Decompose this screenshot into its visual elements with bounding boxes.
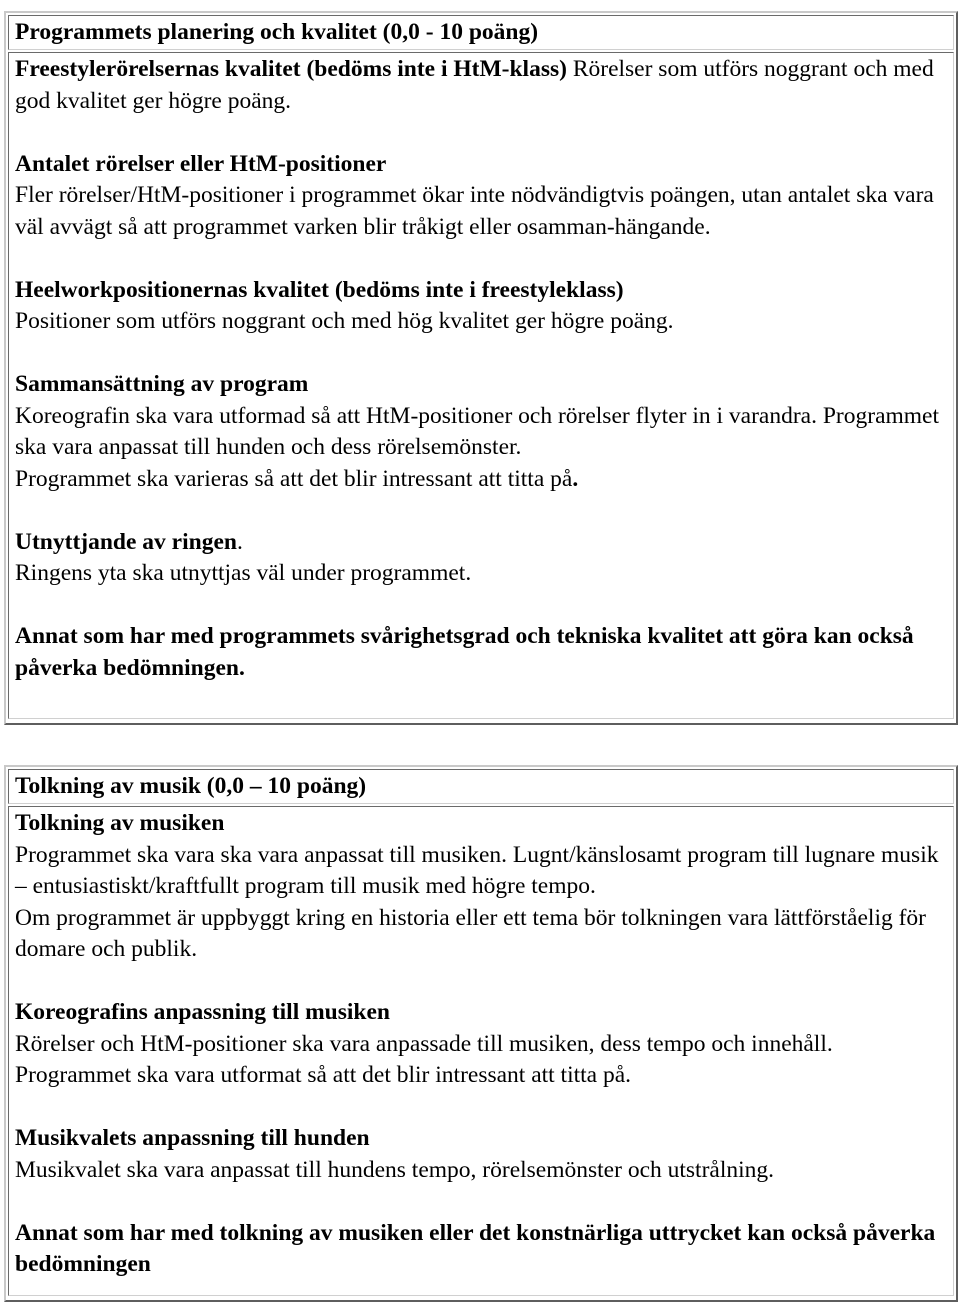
freestyle-quality-paragraph	[15, 54, 947, 117]
music-interpretation-body	[8, 806, 954, 1296]
planning-quality-body	[8, 52, 954, 719]
interpretation-text-2: Om programmet är uppbyggt kring en historia eller ett tema bör tolkningen vara lättförståelig för domare och publik.	[15, 904, 927, 962]
music-choice-paragraph	[15, 1123, 947, 1186]
count-paragraph	[15, 149, 947, 244]
choreography-paragraph	[15, 997, 947, 1092]
composition-text-2: Programmet ska varieras så att det blir intressant att titta på	[15, 465, 573, 492]
ring-paragraph	[15, 527, 947, 590]
music-choice-title: Musikvalets anpassning till hunden	[15, 1125, 370, 1151]
choreography-title: Koreografins anpassning till musiken	[15, 999, 390, 1025]
heelwork-text: Positioner som utförs noggrant och med hög kvalitet ger högre poäng.	[15, 308, 674, 334]
count-text: Fler rörelser/HtM-positioner i programmet ökar inte nödvändigtvis poängen, utan antalet ska vara väl avvägt så att programmet varken blir tråkigt eller osamman-hängande.	[15, 182, 934, 240]
heelwork-paragraph	[15, 275, 947, 338]
heelwork-title: Heelworkpositionernas kvalitet (bedöms inte i freestyleklass)	[15, 276, 624, 303]
interpretation-text-1: Programmet ska vara ska vara anpassat till musiken. Lugnt/känslosamt program till lugnare musik – entusiastiskt/kraftfullt program till musik med högre tempo.	[15, 841, 939, 899]
count-title: Antalet rörelser eller HtM-positioner	[15, 150, 387, 177]
planning-quality-header: Programmets planering och kvalitet (0,0 - 10 poäng)	[8, 15, 954, 50]
choreography-text: Rörelser och HtM-positioner ska vara anpassade till musiken, dess tempo och innehåll. Programmet ska vara utformat så att det blir intressant att titta på.	[15, 1030, 833, 1088]
planning-quality-table	[4, 11, 958, 725]
music-choice-text: Musikvalet ska vara anpassat till hundens tempo, rörelsemönster och utstrålning.	[15, 1156, 775, 1183]
composition-title: Sammansättning av program	[15, 371, 309, 397]
interpretation-paragraph	[15, 808, 947, 966]
ring-title-end: .	[236, 528, 243, 555]
freestyle-quality-text: Rörelser som utförs noggrant och med god kvalitet ger högre poäng.	[15, 56, 934, 114]
freestyle-quality-title: Freestylerörelsernas kvalitet (bedöms inte i HtM-klass)	[15, 56, 567, 82]
music-interpretation-table	[4, 765, 958, 1302]
music-interpretation-header: Tolkning av musik (0,0 – 10 poäng)	[8, 769, 954, 804]
other-artistic-paragraph: Annat som har med tolkning av musiken eller det konstnärliga uttrycket kan också påverka bedömningen	[15, 1219, 936, 1277]
composition-text-2-end: .	[572, 465, 579, 492]
ring-title: Utnyttjande av ringen	[15, 528, 237, 555]
composition-paragraph	[15, 369, 947, 495]
interpretation-title: Tolkning av musiken	[15, 810, 225, 836]
ring-text: Ringens yta ska utnyttjas väl under programmet.	[15, 560, 472, 586]
composition-text-1: Koreografin ska vara utformad så att HtM-positioner och rörelser flyter in i varandra. Programmet ska vara anpassat till hunden och dess rörelsemönster.	[15, 402, 940, 460]
other-technical-paragraph: Annat som har med programmets svårighetsgrad och tekniska kvalitet att göra kan också påverka bedömningen.	[15, 623, 914, 681]
